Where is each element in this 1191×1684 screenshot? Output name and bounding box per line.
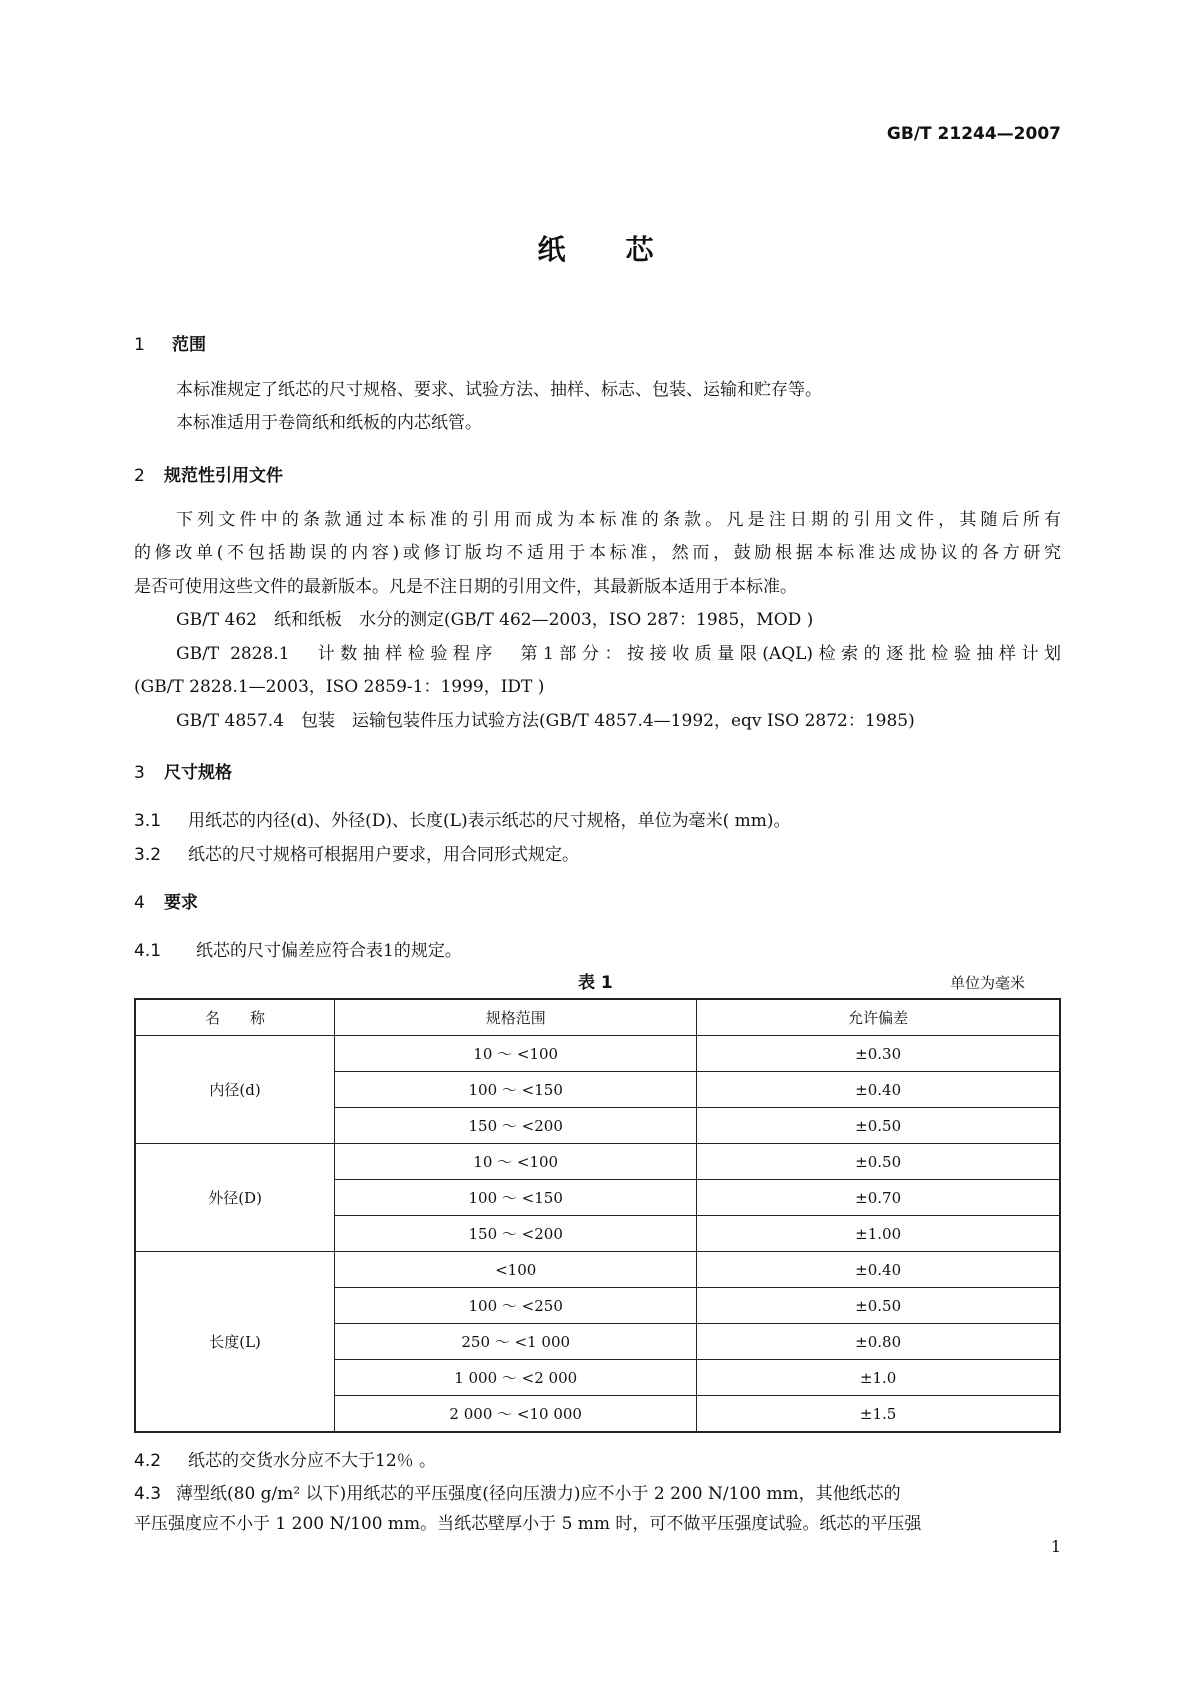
tolerance-cell: ±1.00 xyxy=(697,1216,1060,1252)
tolerance-cell: ±0.40 xyxy=(697,1072,1060,1108)
section-2-title: 规范性引用文件 xyxy=(164,466,283,486)
clause-4-2 xyxy=(134,1446,436,1471)
section-2-heading xyxy=(134,461,283,486)
tolerance-cell: ±1.5 xyxy=(697,1396,1060,1433)
clause-3-2 xyxy=(134,840,579,865)
range-cell: 150 ～ <200 xyxy=(335,1108,697,1144)
clause-3-2-number: 3.2 xyxy=(134,845,162,865)
section-2-number: 2 xyxy=(134,466,145,486)
clause-4-1-number: 4.1 xyxy=(134,941,162,961)
clause-4-3-text-line-1: 薄型纸(80 g/m² 以下)用纸芯的平压强度(径向压溃力)应不小于 2 200 N/100 mm，其他纸芯的 xyxy=(176,1484,901,1504)
clause-4-2-text: 纸芯的交货水分应不大于12％ 。 xyxy=(188,1451,437,1471)
table-header-row xyxy=(135,999,1060,1036)
range-cell: 10 ～ <100 xyxy=(335,1036,697,1072)
clause-4-3-line-1 xyxy=(134,1479,1061,1504)
reference-3: GB/T 4857.4 包装 运输包装件压力试验方法(GB/T 4857.4—1992，eqv ISO 2872：1985) xyxy=(176,711,915,731)
tolerance-cell: ±0.50 xyxy=(697,1108,1060,1144)
section-1-para-1: 本标准规定了纸芯的尺寸规格、要求、试验方法、抽样、标志、包装、运输和贮存等。 xyxy=(176,380,822,400)
table-row xyxy=(135,1036,1060,1072)
section-1-para-2: 本标准适用于卷筒纸和纸板的内芯纸管。 xyxy=(176,413,482,433)
header-name: 名 称 xyxy=(135,999,335,1036)
range-cell: 1 000 ～ <2 000 xyxy=(335,1360,697,1396)
header-tolerance: 允许偏差 xyxy=(697,999,1060,1036)
clause-4-1-text: 纸芯的尺寸偏差应符合表1的规定。 xyxy=(196,941,462,961)
group-name-inner-diameter: 内径(d) xyxy=(135,1036,335,1144)
range-cell: 100 ～ <150 xyxy=(335,1072,697,1108)
section-4-title: 要求 xyxy=(164,893,198,913)
range-cell: <100 xyxy=(335,1252,697,1288)
section-1-number: 1 xyxy=(134,335,145,355)
clause-4-3-line-2: 平压强度应不小于 1 200 N/100 mm。当纸芯壁厚小于 5 mm 时，可不做平压强度试验。纸芯的平压强 xyxy=(134,1514,922,1534)
tolerance-cell: ±0.50 xyxy=(697,1144,1060,1180)
group-name-outer-diameter: 外径(D) xyxy=(135,1144,335,1252)
reference-2-line-1: GB/T 2828.1 计数抽样检验程序 第1部分：按接收质量限(AQL)检索的逐批检验抽样计划 xyxy=(176,644,1061,664)
range-cell: 250 ～ <1 000 xyxy=(335,1324,697,1360)
tolerance-cell: ±0.50 xyxy=(697,1288,1060,1324)
clause-3-1 xyxy=(134,806,791,831)
range-cell: 150 ～ <200 xyxy=(335,1216,697,1252)
reference-1: GB/T 462 纸和纸板 水分的测定(GB/T 462—2003，ISO 287：1985，MOD ) xyxy=(176,610,814,630)
section-3-heading xyxy=(134,758,232,783)
section-4-heading xyxy=(134,888,198,913)
table-1-caption: 表 1 xyxy=(578,973,613,993)
section-1-title: 范围 xyxy=(172,335,206,355)
range-cell: 100 ～ <250 xyxy=(335,1288,697,1324)
section-2-intro-line-2: 的修改单(不包括勘误的内容)或修订版均不适用于本标准，然而，鼓励根据本标准达成协议的各方研究 xyxy=(134,543,1061,563)
title-char-2: 芯 xyxy=(625,233,654,266)
range-cell: 2 000 ～ <10 000 xyxy=(335,1396,697,1433)
range-cell: 10 ～ <100 xyxy=(335,1144,697,1180)
document-title xyxy=(0,228,1191,268)
reference-2-line-2: (GB/T 2828.1—2003，ISO 2859-1：1999，IDT ) xyxy=(134,677,545,697)
range-cell: 100 ～ <150 xyxy=(335,1180,697,1216)
tolerance-cell: ±0.30 xyxy=(697,1036,1060,1072)
tolerance-cell: ±0.80 xyxy=(697,1324,1060,1360)
clause-3-1-text: 用纸芯的内径(d)、外径(D)、长度(L)表示纸芯的尺寸规格，单位为毫米( mm)。 xyxy=(188,811,791,831)
clause-3-1-number: 3.1 xyxy=(134,811,162,831)
header-range: 规格范围 xyxy=(335,999,697,1036)
clause-4-1 xyxy=(134,936,462,961)
section-3-number: 3 xyxy=(134,763,145,783)
clause-3-2-text: 纸芯的尺寸规格可根据用户要求，用合同形式规定。 xyxy=(188,845,579,865)
section-3-title: 尺寸规格 xyxy=(164,763,232,783)
standard-number: GB/T 21244—2007 xyxy=(886,124,1061,144)
tolerance-cell: ±1.0 xyxy=(697,1360,1060,1396)
tolerance-cell: ±0.70 xyxy=(697,1180,1060,1216)
section-2-intro-line-3: 是否可使用这些文件的最新版本。凡是不注日期的引用文件，其最新版本适用于本标准。 xyxy=(134,577,797,597)
clause-4-2-number: 4.2 xyxy=(134,1451,162,1471)
table-row xyxy=(135,1252,1060,1288)
section-2-intro-line-1: 下列文件中的条款通过本标准的引用而成为本标准的条款。凡是注日期的引用文件，其随后所有 xyxy=(176,510,1061,530)
section-1-heading xyxy=(134,330,206,355)
title-char-1: 纸 xyxy=(537,233,566,266)
table-row xyxy=(135,1144,1060,1180)
table-1 xyxy=(134,998,1061,1433)
section-4-number: 4 xyxy=(134,893,145,913)
table-1-unit: 单位为毫米 xyxy=(950,974,1026,992)
tolerance-cell: ±0.40 xyxy=(697,1252,1060,1288)
clause-4-3-number: 4.3 xyxy=(134,1484,162,1504)
group-name-length: 长度(L) xyxy=(135,1252,335,1433)
page-number: 1 xyxy=(1050,1537,1061,1556)
